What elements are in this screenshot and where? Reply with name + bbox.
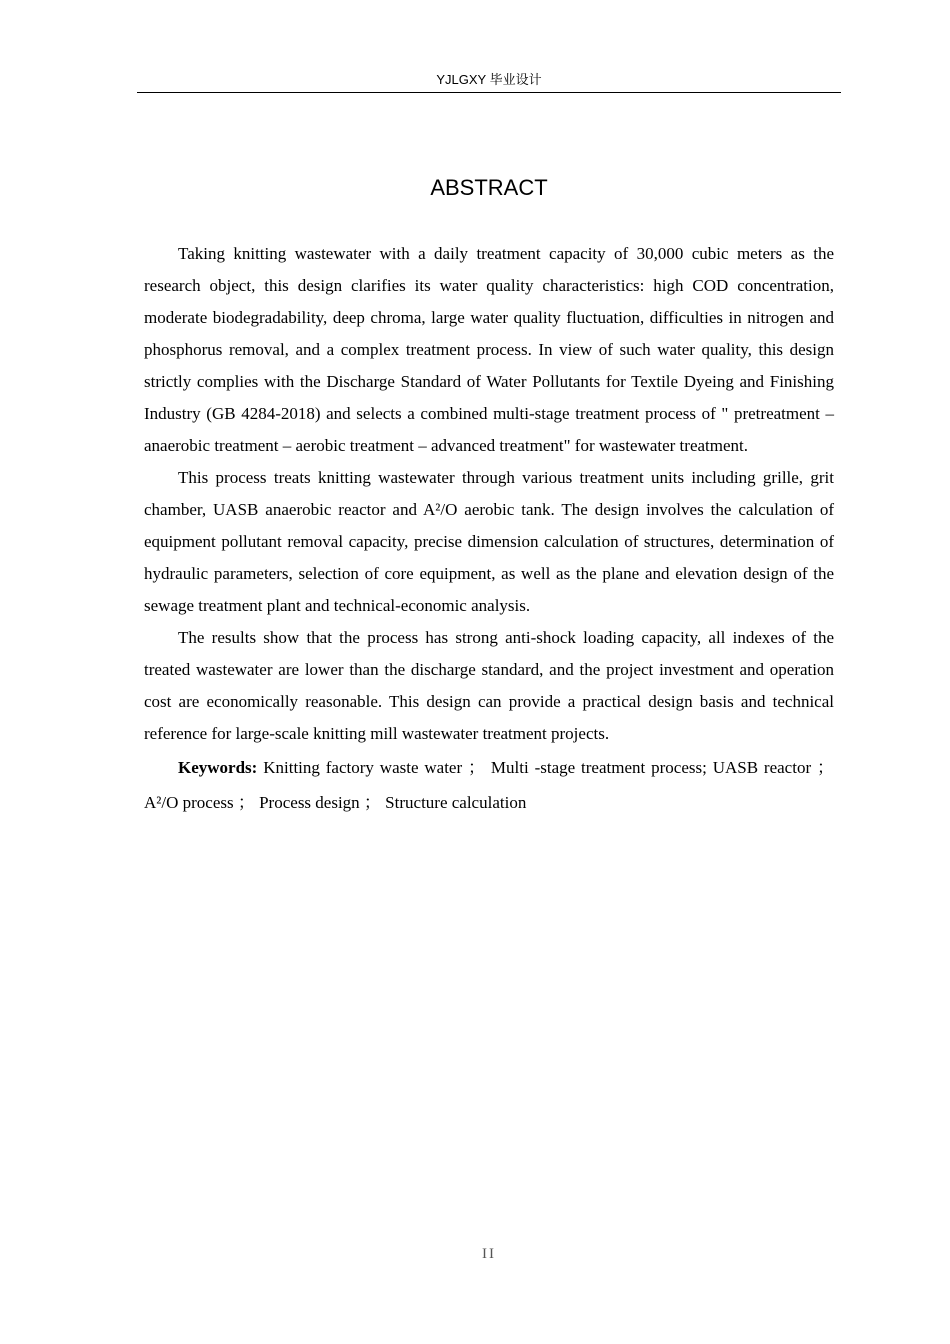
abstract-paragraph-1: Taking knitting wastewater with a daily treatment capacity of 30,000 cubic meters as the research object, this design clarifies its water quality characteristics: high COD concentration, moderate biodegradability, deep chroma, large water quality fluctuation, difficulties in nitrogen and phosphorus removal, and a complex treatment process. In view of such water quality, this design strictly complies with the Discharge Standard of Water Pollutants for Textile Dyeing and Finishing Industry (GB 4284-2018) and selects a combined multi-stage treatment process of " pretreatment – anaerobic treatment – aerobic treatment – advanced treatment" for wastewater treatment.: [144, 244, 834, 455]
abstract-paragraph-3: The results show that the process has strong anti-shock loading capacity, all indexes of the treated wastewater are lower than the discharge standard, and the project investment and operation cost are economically reasonable. This design can provide a practical design basis and technical reference for large-scale knitting mill wastewater treatment projects.: [144, 628, 834, 743]
page-number: II: [482, 1246, 496, 1262]
abstract-title: ABSTRACT: [430, 175, 548, 200]
keywords-label: Keywords:: [178, 758, 258, 777]
page-header: [137, 70, 841, 93]
keywords-line: [144, 750, 834, 820]
keywords-text: Knitting factory waste water ； Multi -stage treatment process; UASB reactor ； A²/O process ； Process design ； Structure calculation: [144, 758, 834, 812]
abstract-body: [144, 238, 834, 820]
header-text: YJLGXY 毕业设计: [436, 72, 542, 87]
abstract-paragraph-2: This process treats knitting wastewater through various treatment units including grille, grit chamber, UASB anaerobic reactor and A²/O aerobic tank. The design involves the calculation of equipment pollutant removal capacity, precise dimension calculation of structures, determination of hydraulic parameters, selection of core equipment, as well as the plane and elevation design of the sewage treatment plant and technical-economic analysis.: [144, 468, 834, 615]
